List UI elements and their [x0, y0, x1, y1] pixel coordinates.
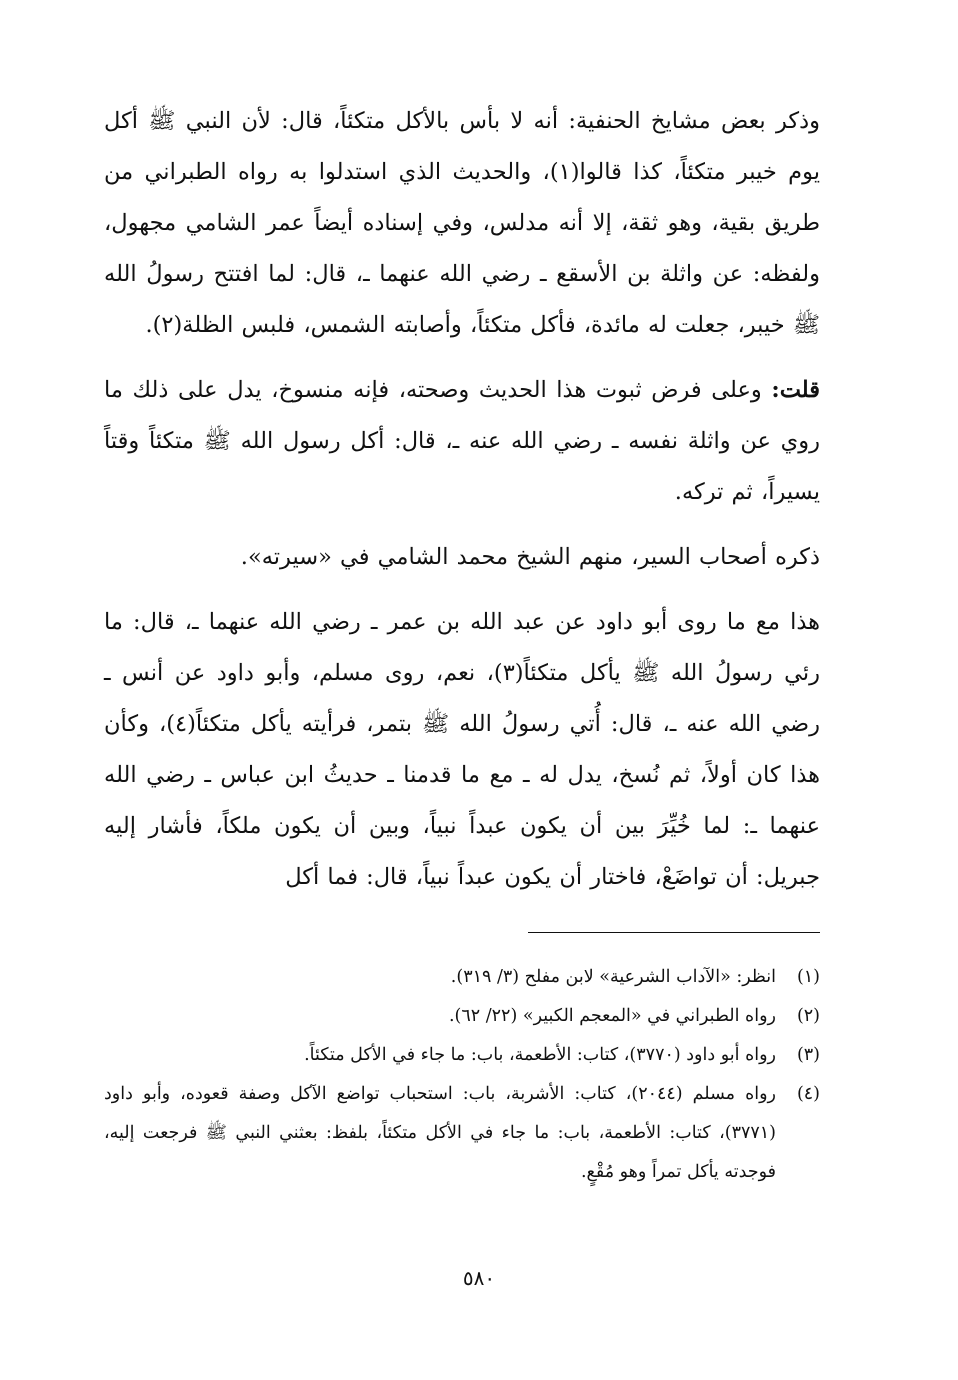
- footnote-2: [104, 997, 820, 1036]
- footnote-3: [104, 1036, 820, 1075]
- paragraph-1: [104, 96, 820, 351]
- footnote-3-text: رواه أبو داود (٣٧٧٠)، كتاب: الأطعمة، باب: ما جاء في الأكل متكئاً.: [304, 1045, 776, 1065]
- page-number: ٥٨٠: [462, 1266, 496, 1290]
- paragraph-2-lead: قلت:: [771, 377, 820, 403]
- footnote-1-text: انظر: «الآداب الشرعية» لابن مفلح (٣/ ٣١٩).: [450, 967, 776, 987]
- paragraph-4-text: هذا مع ما روى أبو داود عن عبد الله بن عمر ـ رضي الله عنهما ـ، قال: ما رئي رسولُ الله ﷺ يأكل متكئاً(٣)، نعم، روى مسلم، وأبو داود عن أنس ـ رضي الله عنه ـ، قال: أُتي رسولُ الله ﷺ بتمر، فرأيته يأكل متكئاً(٤)، وكأن هذا كان أولاً، ثم نُسخ، يدل له ـ مع ما قدمنا ـ حديثُ ابن عباس ـ رضي الله عنهما ـ: لما خُيِّرَ بين أن يكون عبداً نبياً، وبين أن يكون ملكاً، فأشار إليه جبريل: أن تواضَعْ، فاختار أن يكون عبداً نبياً، قال: فما أكل: [104, 609, 820, 890]
- footnote-2-number: (٢): [796, 1006, 820, 1026]
- paragraph-1-text: وذكر بعض مشايخ الحنفية: أنه لا بأس بالأكل متكئاً، قال: لأن النبي ﷺ أكل يوم خيبر متكئاً، كذا قالوا(١)، والحديث الذي استدلوا به رواه الطبراني من طريق بقية، وهو ثقة، إلا أنه مدلس، وفي إسناده أيضاً عمر الشامي مجهول، ولفظه: عن واثلة بن الأسقع ـ رضي الله عنهما ـ، قال: لما افتتح رسولُ الله ﷺ خيبر، جعلت له مائدة، فأكل متكئاً، وأصابته الشمس، فلبس الظلة(٢).: [104, 108, 820, 338]
- footnote-1: [104, 958, 820, 997]
- paragraph-2: [104, 365, 820, 518]
- footnotes: [104, 958, 820, 1192]
- footnote-4: [104, 1075, 820, 1192]
- paragraph-3: [104, 532, 820, 583]
- paragraph-2-text: وعلى فرض ثبوت هذا الحديث وصحته، فإنه منسوخ، يدل على ذلك ما روي عن واثلة نفسه ـ رضي الله عنه ـ، قال: أكل رسول الله ﷺ متكئاً وقتاً يسيراً، ثم تركه.: [104, 377, 820, 505]
- paragraph-3-text: ذكره أصحاب السير، منهم الشيخ محمد الشامي في «سيرته».: [240, 544, 820, 570]
- footnote-2-text: رواه الطبراني في «المعجم الكبير» (٢٢/ ٦٢).: [448, 1006, 776, 1026]
- footnote-1-number: (١): [796, 967, 820, 987]
- footnote-4-number: (٤): [796, 1084, 820, 1104]
- footnote-4-text: رواه مسلم (٢٠٤٤)، كتاب: الأشربة، باب: استحباب تواضع الآكل وصفة قعوده، وأبو داود (٣٧٧١)، كتاب: الأطعمة، باب: ما جاء في الأكل متكئاً، بلفظ: بعثني النبي ﷺ فرجعت إليه، فوجدته يأكل تمراً وهو مُقْعٍ.: [104, 1084, 776, 1182]
- footnote-3-number: (٣): [796, 1045, 820, 1065]
- paragraph-4: [104, 597, 820, 903]
- footnote-separator: [528, 932, 820, 933]
- main-text: [104, 96, 820, 903]
